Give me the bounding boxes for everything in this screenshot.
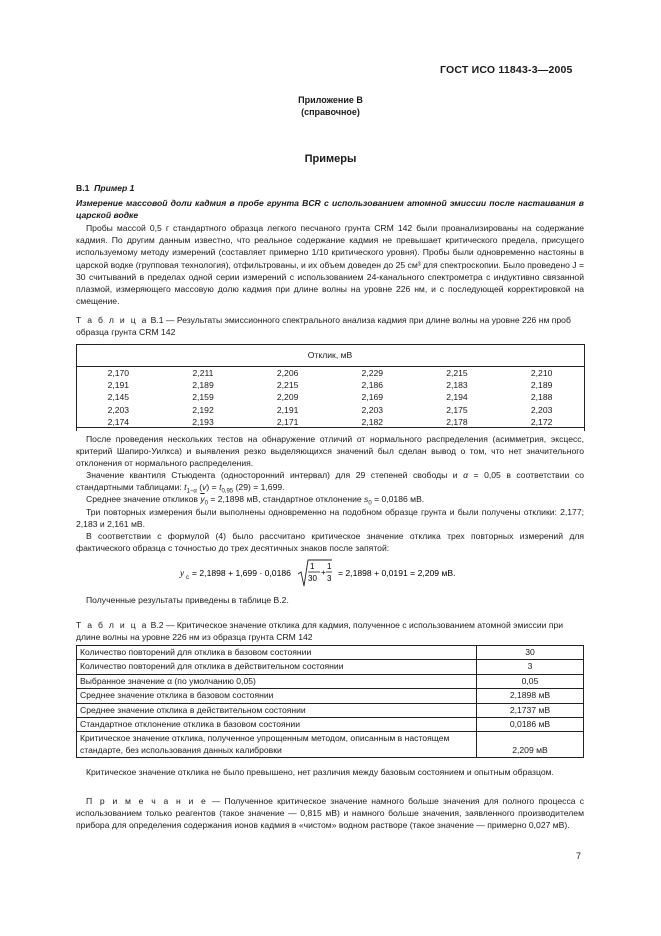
- table2-label: Стандартное отклонение отклика в базовом состоянии: [77, 718, 477, 732]
- table2-row: [77, 689, 584, 703]
- table2-value: 2,209 мВ: [477, 732, 584, 758]
- table2-value: 2,1737 мВ: [477, 703, 584, 717]
- note-label: П р и м е ч а н и е: [86, 796, 208, 806]
- formula-n1: 1: [310, 562, 315, 571]
- table2-value: 0,0186 мВ: [477, 718, 584, 732]
- paragraph-quantile: Значение квантиля Стьюдента (односторонний интервал) для 29 степеней свободы и α = 0,05 в соответствии со стандартными таблицами: $t_{1-\alpha}$ $(v) = t_{0,95}$ (29) = 1,699.: [76, 470, 585, 495]
- formula-lhs-sub: c: [186, 575, 189, 581]
- table1-cell: 2,183: [446, 380, 468, 391]
- table1-caption-text: B.1 — Результаты эмиссионного спектрального анализа кадмия при длине волны на уровне 226 нм проб образца грунта CRM 142: [76, 315, 571, 337]
- table1-body: [76, 367, 584, 428]
- table1-cell: 2,203: [107, 404, 130, 415]
- table2-label: Количество повторений для отклика в базовом состоянии: [77, 646, 477, 660]
- table2-caption-text: B.2 — Критическое значение отклика для кадмия, полученное с использованием атомной эмиссии при длине волны на уровне 226 нм из образца грунта CRM 142: [76, 620, 564, 642]
- formula-plus: +: [321, 568, 326, 577]
- table1-cell: 2,189: [192, 380, 214, 391]
- table1-row: [76, 391, 584, 403]
- table1-cell: 2,194: [446, 392, 468, 403]
- paragraph-normality: После проведения нескольких тестов на обнаружение отличий от нормального распределения (асимметрия, эксцесс, критерий Шапиро-Уилкса) и выявления резко выделяющихся значений был сделан вывод о том, что нет значительного отклонения от нормального распределения.: [76, 434, 584, 469]
- section-title: Примеры: [304, 153, 357, 165]
- table1-cell: 2,182: [361, 416, 384, 427]
- example-label: Пример 1: [94, 183, 135, 193]
- table1-cell: 2,229: [361, 368, 384, 379]
- formula-n2: 1: [327, 562, 332, 571]
- table1-caption: [76, 314, 584, 338]
- table2-body: [77, 646, 584, 758]
- table2-value: 30: [477, 646, 584, 660]
- table1-cell: 2,189: [530, 380, 553, 391]
- table1-row: [76, 404, 584, 416]
- table2-label: Выбранное значение α (по умолчанию 0,05): [77, 674, 477, 688]
- table1-bottom-rule: [76, 427, 584, 428]
- table1-cell: 2,188: [530, 392, 553, 403]
- example-heading: [76, 183, 134, 193]
- formula-part1: = 2,1898 + 1,699 · 0,0186: [192, 568, 291, 578]
- table1-cell: 2,215: [446, 368, 468, 379]
- table1-header: Отклик, мВ: [76, 344, 584, 367]
- table1-cell: 2,191: [276, 404, 299, 415]
- table1-cell: 2,203: [361, 404, 384, 415]
- table1-cell: 2,170: [107, 368, 130, 379]
- paragraph-results: Полученные результаты приведены в таблице B.2.: [86, 595, 289, 605]
- table2-label: Среднее значение отклика в базовом состоянии: [77, 689, 477, 703]
- table2-label: Критическое значение отклика, полученное упрощенным методом, описанным в настоящем стандарте, без использования данных калибровки: [77, 732, 477, 758]
- table1-cell: 2,206: [276, 368, 299, 379]
- table1-cell: 2,186: [361, 380, 384, 391]
- appendix-subtitle: (справочное): [301, 107, 360, 117]
- table2-value: 2,1898 мВ: [477, 689, 584, 703]
- table1-cell: 2,159: [192, 392, 214, 403]
- paragraph-mean: Среднее значение откликов $\overline{y}_0 = 2,1898$ мВ, стандартное отклонение $s_0 = 0,0186$ мВ.: [86, 494, 425, 507]
- table2-value: 0,05: [477, 674, 584, 688]
- formula-d2: 3: [327, 574, 332, 583]
- table2-value: 3: [477, 660, 584, 674]
- table2-label: Среднее значение отклика в действительном состоянии: [77, 703, 477, 717]
- formula-graphic: [180, 558, 480, 592]
- table2-label: Количество повторений для отклика в действительном состоянии: [77, 660, 477, 674]
- table1-cell: 2,169: [361, 392, 384, 403]
- example-subheading: Измерение массовой доли кадмия в пробе грунта BCR с использованием атомной эмиссии после настаивания в царской водке: [76, 198, 584, 221]
- table2-row: [77, 703, 584, 717]
- table1-cell: 2,203: [530, 404, 553, 415]
- paragraph-formula-intro: В соответствии с формулой (4) было рассчитано критическое значение отклика трех повторных измерений для фактического образца с точностью до трех десятичных знаков после запятой:: [76, 531, 584, 554]
- document-header: ГОСТ ИСО 11843-3—2005: [440, 64, 573, 76]
- table2-row: [77, 660, 584, 674]
- note-text: — Полученное критическое значение намного больше значения для полного процесса с использованием только реагентов (такое значение — 0,815 мВ) и намного больше значения, заявленного производителем прибора для определения содержания ионов кадмия в «чистом» водном растворе (такое значение — примерно 0,027 мВ).: [76, 796, 584, 831]
- paragraph-conclusion: Критическое значение отклика не было превышено, нет различия между базовым состоянием и опытным образцом.: [86, 767, 554, 777]
- table2-row: [77, 732, 584, 758]
- table2-row: [77, 646, 584, 660]
- formula-lhs: y: [180, 568, 184, 578]
- table2: [76, 645, 584, 758]
- table1-cell: 2,178: [446, 416, 468, 427]
- table1-row: [76, 367, 584, 380]
- formula-d1: 30: [308, 574, 317, 583]
- example-intro: Пробы массой 0,5 г стандартного образца легкого песчаного грунта CRM 142 были проанализированы на содержание кадмия. По другим данным известно, что реальное содержание кадмия не превышает критического предела, присущего используемому методу измерений (составляет примерно 1/10 критического уровня). Пробы были одновременно настояны в царской водке (групповая технология), отфильтрованы, и их объем доведен до 25 см³ для спектроскопии. Было проведено J = 30 считываний в пределах одной серии измерений с использованием 24-канального спектрометра с индуктивно связанной плазмой, измеряющего массовую долю кадмия при длине волны на уровне 226 нм, и с последующей корректировкой на смещение.: [76, 223, 584, 307]
- table1-caption-prefix: Т а б л и ц а: [76, 315, 149, 325]
- table1-cell: 2,191: [107, 380, 130, 391]
- example-number: B.1: [76, 183, 90, 193]
- table1-cell: 2,193: [192, 416, 214, 427]
- table1-cell: 2,171: [276, 416, 299, 427]
- formula-part2: = 2,1898 + 0,0191 = 2,209 мВ.: [338, 568, 456, 578]
- paragraph-replicates: Три повторных измерения были выполнены одновременно на подобном образце грунта и были получены отклики: 2,177; 2,183 и 2,161 мВ.: [76, 507, 584, 530]
- table1-cell: 2,172: [530, 416, 553, 427]
- appendix-title: Приложение B: [298, 95, 363, 105]
- table1-cell: 2,209: [276, 392, 299, 403]
- table2-row: [77, 718, 584, 732]
- table1-cell: 2,211: [192, 368, 214, 379]
- table1-cell: 2,174: [107, 416, 130, 427]
- table1-row: [76, 379, 584, 391]
- table1-cell: 2,145: [107, 392, 130, 403]
- table2-caption-prefix: Т а б л и ц а: [76, 620, 149, 630]
- table1-cell: 2,192: [192, 404, 214, 415]
- table1-cell: 2,175: [446, 404, 468, 415]
- table1-cell: 2,210: [530, 368, 553, 379]
- table1: [76, 344, 584, 428]
- note: [76, 795, 584, 832]
- page-number: 7: [576, 851, 582, 861]
- table1-cell: 2,215: [276, 380, 299, 391]
- table2-row: [77, 674, 584, 688]
- table2-caption: [76, 619, 584, 643]
